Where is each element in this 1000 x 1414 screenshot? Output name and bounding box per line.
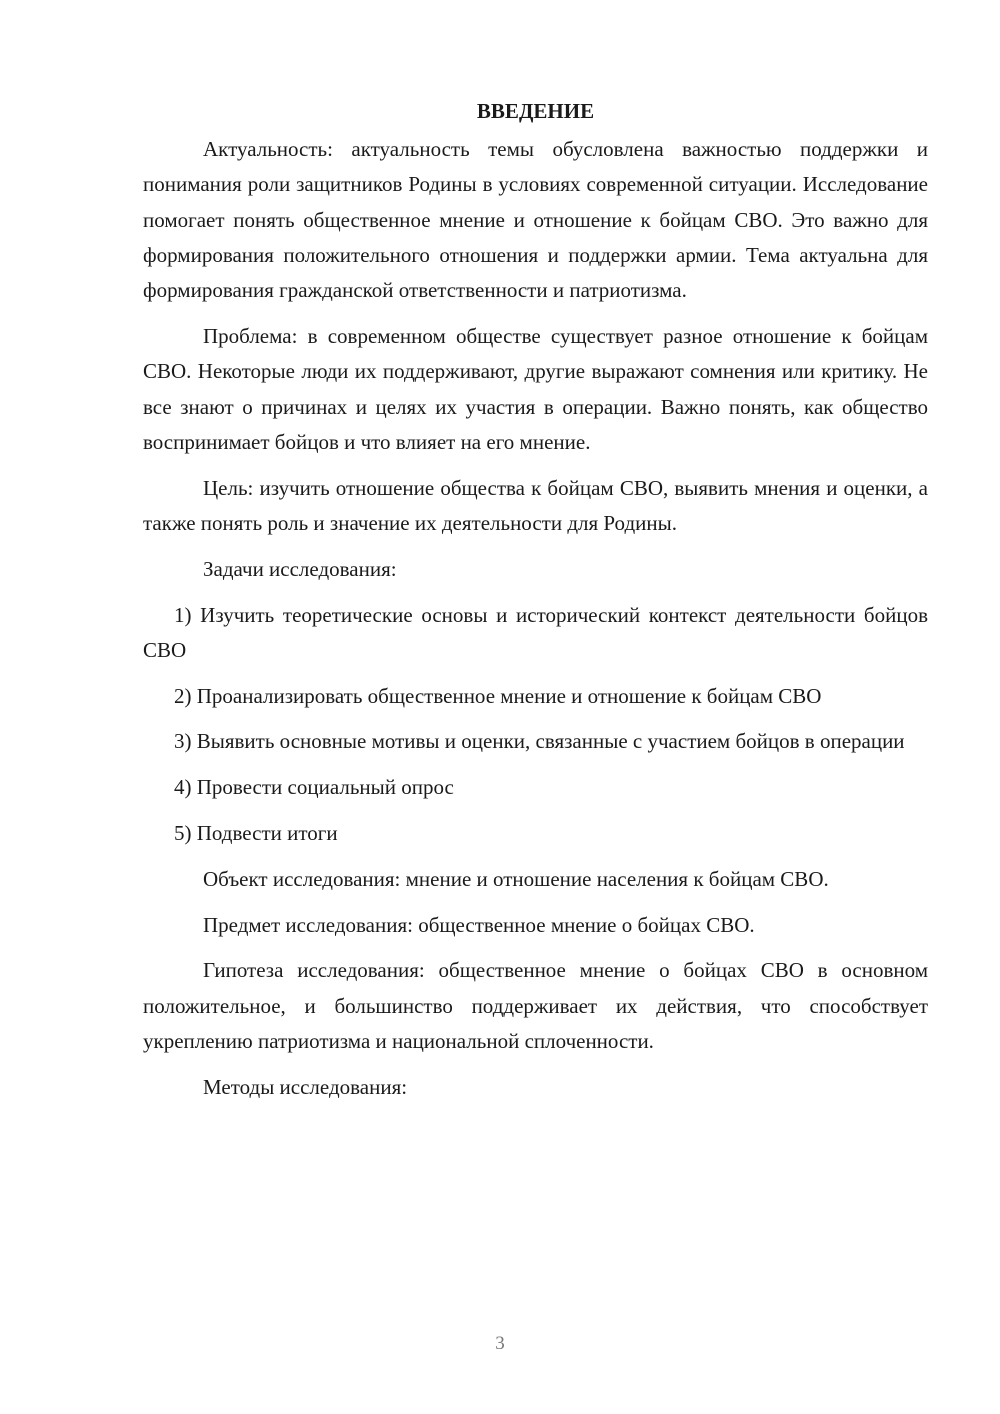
task-item-4: 4) Провести социальный опрос	[174, 775, 454, 800]
task-item-3: 3) Выявить основные мотивы и оценки, связанные с участием бойцов в операции	[174, 729, 905, 754]
problem-paragraph: Проблема: в современном обществе существует разное отношение к бойцам СВО. Некоторые люди их поддерживают, другие выражают сомнения или критику. Не все знают о причинах и целях их участия в операции. Важно понять, как общество воспринимает бойцов и что влияет на его мнение.	[143, 323, 928, 454]
subject-paragraph: Предмет исследования: общественное мнение о бойцах СВО.	[203, 912, 755, 937]
tasks-heading: Задачи исследования:	[203, 556, 397, 581]
task-item-5: 5) Подвести итоги	[174, 821, 338, 846]
hypothesis-paragraph: Гипотеза исследования: общественное мнение о бойцах СВО в основном положительное, и большинство поддерживает их действия, что способствует укреплению патриотизма и национальной сплоченности.	[143, 958, 928, 1054]
page-number: 3	[495, 1333, 505, 1354]
task-item-1: 1) Изучить теоретические основы и исторический контекст деятельности бойцов СВО	[143, 602, 928, 662]
goal-paragraph: Цель: изучить отношение общества к бойцам СВО, выявить мнения и оценки, а также понять роль и значение их деятельности для Родины.	[143, 475, 928, 535]
relevance-paragraph: Актуальность: актуальность темы обусловлена важностью поддержки и понимания роли защитников Родины в условиях современной ситуации. Исследование помогает понять общественное мнение и отношение к бойцам СВО. Это важно для формирования положительного отношения и поддержки армии. Тема актуальна для формирования гражданской ответственности и патриотизма.	[143, 137, 928, 303]
object-paragraph: Объект исследования: мнение и отношение населения к бойцам СВО.	[203, 866, 829, 891]
document-page	[143, 96, 928, 1116]
methods-heading: Методы исследования:	[203, 1074, 408, 1099]
section-title: ВВЕДЕНИЕ	[476, 99, 595, 123]
task-item-2: 2) Проанализировать общественное мнение и отношение к бойцам СВО	[174, 683, 822, 708]
